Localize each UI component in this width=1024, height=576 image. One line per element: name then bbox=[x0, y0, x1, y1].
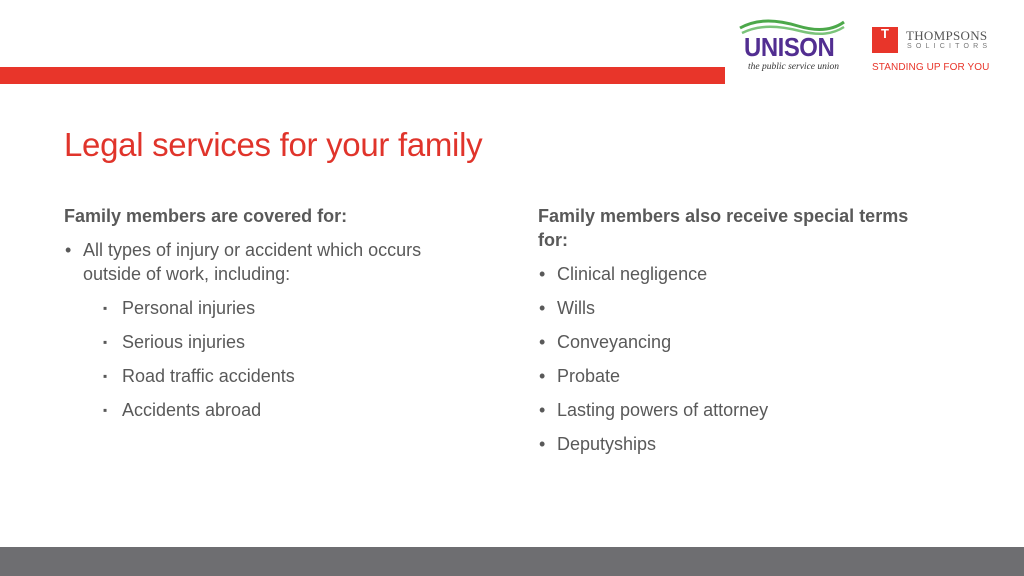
left-bullet-list bbox=[64, 238, 484, 286]
footer-bar bbox=[0, 547, 1024, 576]
sub-list-item-text: Road traffic accidents bbox=[122, 366, 295, 386]
right-bullet-list bbox=[538, 262, 928, 456]
bullet-icon: • bbox=[539, 434, 546, 454]
square-bullet-icon: ▪ bbox=[103, 403, 108, 417]
left-heading: Family members are covered for: bbox=[64, 206, 348, 226]
slide-title: Legal services for your family bbox=[64, 126, 483, 163]
list-item-text: Wills bbox=[557, 298, 595, 318]
square-bullet-icon: ▪ bbox=[103, 369, 108, 383]
list-item bbox=[538, 296, 928, 320]
square-bullet-icon: ▪ bbox=[103, 301, 108, 315]
list-item bbox=[538, 330, 928, 354]
list-item bbox=[64, 238, 484, 286]
list-item-text: Deputyships bbox=[557, 434, 657, 454]
right-column bbox=[538, 204, 928, 466]
sub-list-item bbox=[84, 398, 484, 422]
list-item-text: All types of injury or accident which occurs outside of work, including: bbox=[83, 240, 422, 284]
bullet-icon: • bbox=[65, 240, 72, 260]
thompsons-badge-icon: T bbox=[872, 27, 898, 53]
sub-bullet-list bbox=[64, 296, 484, 422]
left-column bbox=[64, 204, 484, 432]
thompsons-logo bbox=[872, 27, 1012, 77]
right-heading: Family members also receive special terms for: bbox=[538, 206, 909, 250]
sub-list-item bbox=[84, 296, 484, 320]
unison-tagline: the public service union bbox=[748, 62, 840, 72]
unison-logo bbox=[738, 18, 848, 76]
list-item bbox=[538, 398, 928, 422]
sub-list-item bbox=[84, 330, 484, 354]
unison-wordmark: UNISON bbox=[744, 32, 835, 62]
bullet-icon: • bbox=[539, 264, 546, 284]
thompsons-subtitle: SOLICITORS bbox=[907, 43, 992, 50]
list-item-text: Probate bbox=[557, 366, 621, 386]
sub-list-item bbox=[84, 364, 484, 388]
header-accent-bar bbox=[0, 67, 725, 84]
list-item bbox=[538, 262, 928, 286]
list-item-text: Lasting powers of attorney bbox=[557, 400, 769, 420]
sub-list-item-text: Personal injuries bbox=[122, 298, 256, 318]
sub-list-item-text: Serious injuries bbox=[122, 332, 246, 352]
bullet-icon: • bbox=[539, 366, 546, 386]
list-item bbox=[538, 432, 928, 456]
bullet-icon: • bbox=[539, 298, 546, 318]
list-item-text: Conveyancing bbox=[557, 332, 672, 352]
list-item-text: Clinical negligence bbox=[557, 264, 708, 284]
sub-list-item-text: Accidents abroad bbox=[122, 400, 262, 420]
list-item bbox=[538, 364, 928, 388]
thompsons-name: THOMPSONS bbox=[906, 28, 988, 43]
square-bullet-icon: ▪ bbox=[103, 335, 108, 349]
bullet-icon: • bbox=[539, 332, 546, 352]
thompsons-slogan: STANDING UP FOR YOU bbox=[872, 62, 990, 73]
bullet-icon: • bbox=[539, 400, 546, 420]
